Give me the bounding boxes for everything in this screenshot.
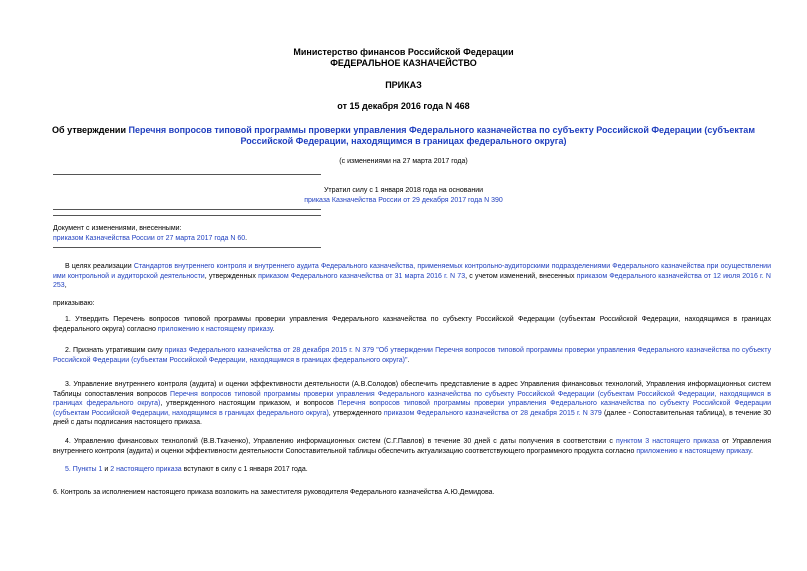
status-link-line (0, 196, 807, 206)
treasury-name: ФЕДЕРАЛЬНОЕ КАЗНАЧЕЙСТВО (330, 58, 477, 68)
list-new-link[interactable]: Перечня вопросов типовой программы проверки управления Федерального казначейства по субъекту Российской Федерации (субъектам Российской Федерации, находящимся в границах федерального округа) (53, 390, 771, 408)
divider-line (53, 215, 321, 216)
text-run: 1. Утвердить Перечень вопросов типовой программы проверки управления Федерального казначейства по субъекту Российской Федерации (субъектам Российской Федерации, находящимся в границах федерального округа) согласно (53, 316, 771, 333)
point-2-link[interactable]: 2 настоящего приказа (110, 466, 182, 473)
divider-line (53, 174, 321, 175)
amendments-note: (с изменениями на 27 марта 2017 года) (339, 158, 468, 165)
list-old-link[interactable]: Перечня вопросов типовой программы проверки управления Федерального казначейства по субъекту Российской Федерации (субъектам Российской Федерации, находящимся в границах федерального округа) (53, 400, 771, 417)
text-run: . (272, 325, 275, 333)
paragraph-3 (53, 380, 771, 428)
text-run: 3. Управление внутреннего контроля (аудита) и оценки эффективности деятельности (А.В.Солодов) обеспечить представление в адрес Управления финансовых технологий, Управления информационных систем Таблицы сопоставления вопросов (53, 381, 771, 398)
text-run: . (407, 356, 410, 364)
changes-link-line (53, 234, 247, 244)
changes-link[interactable]: приказом Казначейства России от 27 марта 2017 года N 60 (53, 235, 246, 242)
order-73-link[interactable]: приказом Федерального казначейства от 31 марта 2016 г. N 73 (258, 272, 466, 280)
status-line: Утратил силу с 1 января 2018 года на основании (323, 187, 484, 194)
appendix-link[interactable]: приложению к настоящему приказу (157, 325, 273, 333)
paragraph-6: 6. Контроль за исполнением настоящего приказа возложить на заместителя руководителя Федерального казначейства А.Ю.Демидова. (53, 489, 495, 496)
text-run: , утвержденных (204, 272, 259, 280)
status-link[interactable]: приказа Казначейства России от 29 декабря 2017 года N 390 (304, 197, 503, 204)
title-link[interactable]: Перечня вопросов типовой программы проверки управления Федерального казначейства по субъекту Российской Федерации (субъектам Российской Федерации, находящимся в границах федерального округа) (128, 125, 755, 146)
text-run: . (750, 447, 753, 455)
text-run: от Управления внутреннего контроля (аудита) и оценки эффективности деятельности Сопоставительной таблицы обеспечить актуализацию соответствующего программного продукта согласно (53, 438, 772, 455)
doc-title (40, 125, 767, 147)
points-1-link[interactable]: Пункты 1 (72, 466, 103, 473)
text-run: 5. (65, 466, 73, 473)
title-prefix: Об утверждении (52, 125, 129, 135)
appendix-link-2[interactable]: приложению к настоящему приказу (636, 447, 751, 455)
order-379-ref-link[interactable]: приказом Федерального казначейства от 28 декабря 2015 г. N 379 (383, 409, 602, 417)
point-3-link[interactable]: пунктом 3 настоящего приказа (616, 438, 720, 445)
ministry-name: Министерство финансов Российской Федерации (293, 47, 514, 57)
divider-line (53, 247, 321, 248)
doc-date: от 15 декабря 2016 года N 468 (337, 101, 470, 111)
text-run: вступают в силу с 1 января 2017 года. (181, 466, 308, 473)
paragraph-1 (53, 315, 771, 334)
orders-line: приказываю: (53, 300, 95, 307)
order-253-link[interactable]: приказом Федерального казначейства от 12 июля 2016 г. N 253 (53, 272, 771, 290)
text-run: , утвержденного (328, 409, 384, 417)
text-run: , (64, 282, 67, 290)
preamble-paragraph (53, 262, 771, 291)
paragraph-4 (53, 437, 771, 456)
text-run: 4. Управлению финансовых технологий (В.В.Ткаченко), Управлению информационных систем (С.Г.Павлов) в течение 30 дней с даты получения в соответствии с (65, 438, 617, 445)
order-379-link[interactable]: приказ Федерального казначейства от 28 декабря 2015 г. N 379 "Об утверждении Перечня вопросов типовой программы проверки управления Федерального казначейства по субъекту Российской Федерации (субъектам Российской Федерации, находящимся в границах федерального округа)" (53, 347, 771, 364)
text-run: , с учетом изменений, внесенных (465, 272, 577, 280)
standards-link[interactable]: Стандартов внутреннего контроля и внутреннего аудита Федерального казначейства, применяемых контрольно-аудиторскими подразделениями Федерального казначейства при осуществлении ими контрольной и аудиторской деятельности (53, 263, 771, 280)
text-run: 2. Признать утратившим силу (65, 347, 165, 354)
divider-line (53, 209, 321, 210)
paragraph-2 (53, 346, 771, 365)
paragraph-5 (53, 465, 771, 475)
text-run: , утвержденного настоящим приказом, и вопросов (160, 400, 338, 408)
text-run: В целях реализации (65, 263, 134, 270)
changes-end: . (245, 235, 248, 242)
text-run: (далее - Сопоставительная таблица), в течение 30 дней с даты подписания настоящего приказа. (53, 409, 771, 427)
doc-type: ПРИКАЗ (385, 80, 422, 90)
changes-line: Документ с изменениями, внесенными: (53, 225, 182, 232)
text-run: и (102, 466, 111, 473)
